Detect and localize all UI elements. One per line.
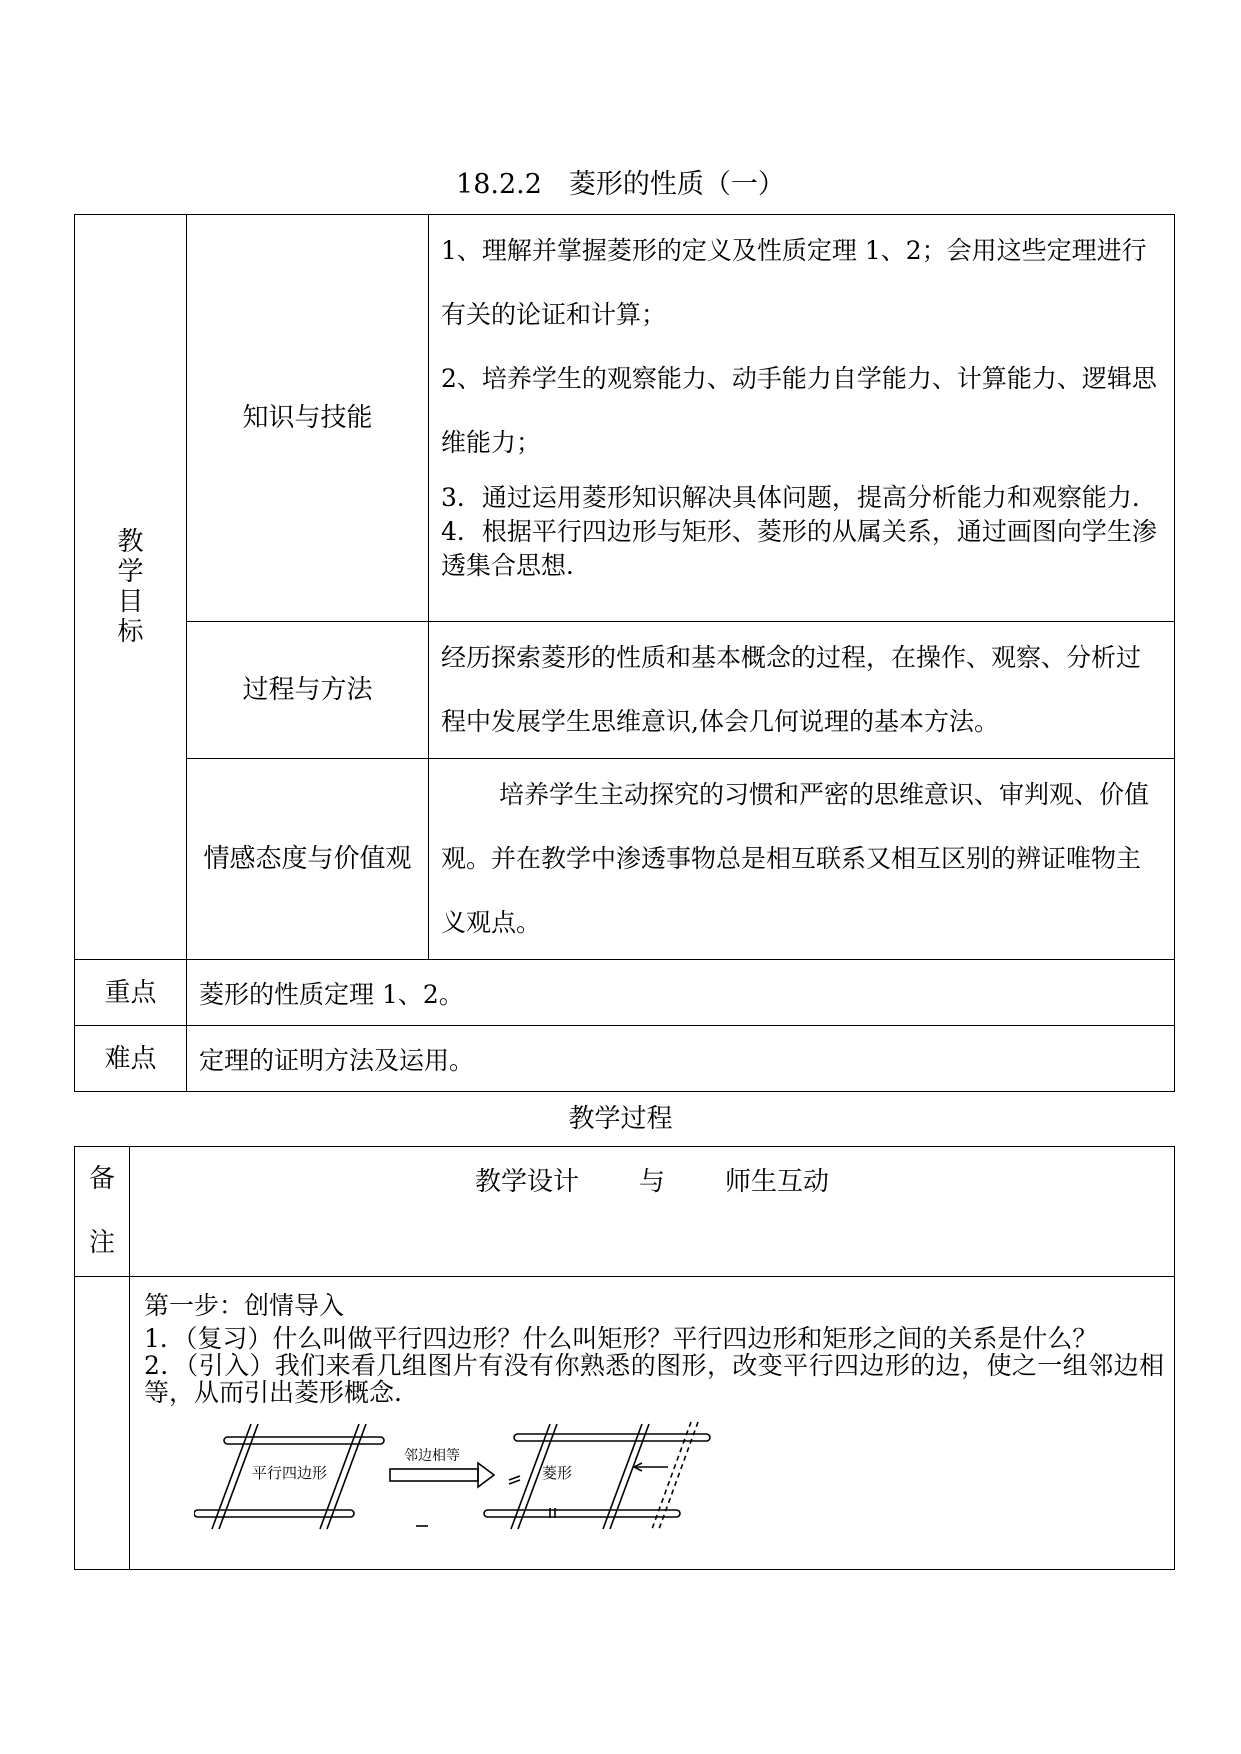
- goal-paragraph: 1、理解并掌握菱形的定义及性质定理 1、2；会用这些定理进行有关的论证和计算；: [441, 236, 1147, 329]
- design-header-part: 教学设计: [474, 1167, 579, 1197]
- goals-category-cell: [75, 215, 187, 960]
- step-content-cell: [130, 1277, 1175, 1570]
- key-point-label: 重点: [75, 960, 187, 1026]
- step-item: 2．（引入）我们来看几组图片有没有你熟悉的图形，改变平行四边形的边，使之一组邻边相等，从而引出菱形概念.: [144, 1351, 1164, 1407]
- step-item: 1．（复习）什么叫做平行四边形？什么叫矩形？平行四边形和矩形之间的关系是什么？: [144, 1324, 1098, 1353]
- goal-paragraph: 3．通过运用菱形知识解决具体问题，提高分析能力和观察能力．: [441, 483, 1157, 512]
- teaching-process-table: [74, 1146, 1175, 1570]
- parallelogram-to-rhombus-figure: [194, 1416, 754, 1534]
- arrow-label: 邻边相等: [404, 1448, 460, 1464]
- step-title: 第一步：创情导入: [144, 1291, 345, 1320]
- section-title: 教学过程: [568, 1104, 673, 1134]
- goals-category-label: 教学目标: [117, 527, 144, 647]
- parallelogram-label: 平行四边形: [252, 1464, 328, 1482]
- design-header: [130, 1147, 1175, 1277]
- goal-content-attitude: 培养学生主动探究的习惯和严密的思维意识、审判观、价值观。并在教学中渗透事物总是相互联系又相互区别的辨证唯物主义观点。: [429, 759, 1175, 960]
- goal-paragraph: 4．根据平行四边形与矩形、菱形的从属关系，通过画图向学生渗透集合思想．: [441, 517, 1157, 580]
- note-header: 备注: [75, 1147, 130, 1277]
- goal-content-knowledge: [429, 215, 1175, 622]
- teaching-goals-table: [74, 214, 1175, 1092]
- page-title: 18.2.2 菱形的性质（一）: [456, 169, 785, 200]
- difficulty-label: 难点: [75, 1026, 187, 1092]
- rhombus-sticks: [484, 1422, 710, 1529]
- goal-content-process: 经历探索菱形的性质和基本概念的过程，在操作、观察、分析过程中发展学生思维意识,体会几何说理的基本方法。: [429, 622, 1175, 759]
- goal-label-knowledge: 知识与技能: [187, 215, 429, 622]
- goal-label-process: 过程与方法: [187, 622, 429, 759]
- rhombus-label: 菱形: [542, 1464, 573, 1482]
- goal-label-attitude: 情感态度与价值观: [187, 759, 429, 960]
- design-header-part: 师生互动: [725, 1167, 830, 1197]
- goal-paragraph: 2、培养学生的观察能力、动手能力自学能力、计算能力、逻辑思维能力；: [441, 364, 1157, 457]
- note-cell: [75, 1277, 130, 1570]
- design-header-part: 与: [638, 1167, 665, 1197]
- right-arrow-icon: [390, 1463, 494, 1487]
- key-point-text: 菱形的性质定理 1、2。: [187, 960, 1175, 1026]
- difficulty-text: 定理的证明方法及运用。: [187, 1026, 1175, 1092]
